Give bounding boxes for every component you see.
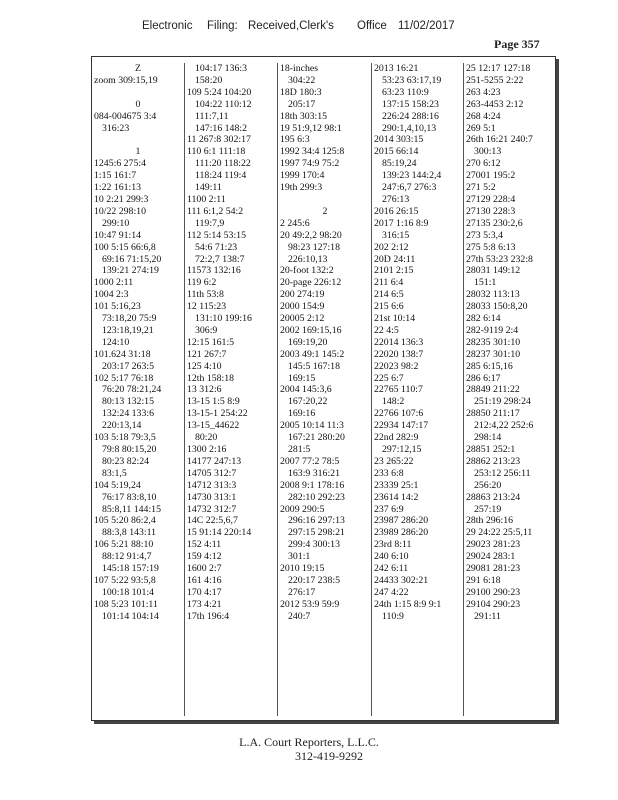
index-line: 104 5:19,24 xyxy=(94,479,141,491)
index-line: 18th 303:15 xyxy=(280,110,328,122)
index-line: 23614 14:2 xyxy=(374,491,419,503)
index-line: 101.624 31:18 xyxy=(94,348,151,360)
index-line: 2 245:6 xyxy=(280,217,310,229)
index-line: 304:22 xyxy=(288,74,316,86)
index-line: 88:3,8 143:11 xyxy=(102,527,157,539)
index-line: 29023 281:23 xyxy=(466,539,521,551)
index-line: 220:13,14 xyxy=(102,420,142,432)
index-line: 22934 147:17 xyxy=(374,420,429,432)
index-line: 72:2,7 138:7 xyxy=(195,253,245,265)
index-line: 247:6,7 276:3 xyxy=(382,182,437,194)
index-line: 270 6:12 xyxy=(466,158,501,170)
index-line: 263-4453 2:12 xyxy=(466,98,524,110)
index-line: 13 312:6 xyxy=(187,384,222,396)
index-column-5 xyxy=(463,63,556,716)
index-line: 145:18 157:19 xyxy=(102,563,159,575)
index-line: 85:19,24 xyxy=(382,158,417,170)
index-line: 247 4:22 xyxy=(374,586,409,598)
index-line: 268 4:24 xyxy=(466,110,501,122)
index-line: 282 6:14 xyxy=(466,313,501,325)
index-column-1 xyxy=(92,63,184,716)
index-line: 23339 25:1 xyxy=(374,479,419,491)
index-line: 80:23 82:24 xyxy=(102,455,150,467)
index-line: 2014 303:15 xyxy=(374,134,424,146)
index-line: 22014 136:3 xyxy=(374,336,424,348)
index-line: 147:16 148:2 xyxy=(195,122,247,134)
index-line: 28237 301:10 xyxy=(466,348,521,360)
index-line: 2013 16:21 xyxy=(374,63,419,74)
index-line: 100:18 101:4 xyxy=(102,586,154,598)
index-line: 273 5:3,4 xyxy=(466,229,504,241)
index-line: 20-page 226:12 xyxy=(280,277,342,289)
index-line: 112 5:14 53:15 xyxy=(187,229,246,241)
index-line: 2004 145:3,6 xyxy=(280,384,332,396)
index-line: zoom 309:15,19 xyxy=(94,74,158,86)
index-line: 121 267:7 xyxy=(187,348,227,360)
index-line: 084-004675 3:4 xyxy=(94,110,157,122)
index-line: 107 5:22 93:5,8 xyxy=(94,574,156,586)
index-line: 28849 211:22 xyxy=(466,384,520,396)
index-column-3 xyxy=(277,63,372,716)
index-line: 2007 77:2 78:5 xyxy=(280,455,340,467)
index-line: 85:8,11 144:15 xyxy=(102,503,161,515)
index-line: 169:15 xyxy=(288,372,316,384)
index-line: 18D 180:3 xyxy=(280,86,322,98)
index-line: 2009 290:5 xyxy=(280,503,325,515)
index-line: 27129 228:4 xyxy=(466,193,516,205)
index-line: 24433 302:21 xyxy=(374,574,429,586)
index-line: 173 4:21 xyxy=(187,598,222,610)
index-line: 2008 9:1 178:16 xyxy=(280,479,345,491)
index-line: 11th 53:8 xyxy=(187,289,224,301)
index-line: 290:1,4,10,13 xyxy=(382,122,437,134)
index-line: 10 2:21 299:3 xyxy=(94,193,149,205)
index-line: 28850 211:17 xyxy=(466,408,520,420)
index-line xyxy=(92,134,184,146)
index-line: 200 274:19 xyxy=(280,289,325,301)
index-line: 22020 138:7 xyxy=(374,348,424,360)
index-line: 299:4 300:13 xyxy=(288,539,340,551)
index-line: 22765 110:7 xyxy=(374,384,423,396)
index-line: 110 6:1 111:18 xyxy=(187,146,246,158)
index-line: 11 267:8 302:17 xyxy=(187,134,251,146)
index-line: 101:14 104:14 xyxy=(102,610,159,622)
index-line: 282:10 292:23 xyxy=(288,491,345,503)
index-line: 14705 312:7 xyxy=(187,467,237,479)
page-number: Page 357 xyxy=(494,37,540,51)
index-line: 29024 283:1 xyxy=(466,551,516,563)
header-date: 11/02/2017 xyxy=(398,20,455,32)
index-line: 20-foot 132:2 xyxy=(280,265,334,277)
index-line: 1100 2:11 xyxy=(187,193,226,205)
index-line: 28033 150:8,20 xyxy=(466,301,528,313)
index-line: 28863 213:24 xyxy=(466,491,521,503)
index-column-4 xyxy=(371,63,464,716)
index-line: 19 51:9,12 98:1 xyxy=(280,122,342,134)
index-line: 149:11 xyxy=(195,182,222,194)
index-line: 19th 299:3 xyxy=(280,182,323,194)
index-line: 151:1 xyxy=(474,277,497,289)
index-line: 28235 301:10 xyxy=(466,336,521,348)
index-line: 2016 26:15 xyxy=(374,205,419,217)
index-line: 1000 2:11 xyxy=(94,277,134,289)
index-line: 276:13 xyxy=(382,193,410,205)
index-line: 27th 53:23 232:8 xyxy=(466,253,533,265)
index-line: 240 6:10 xyxy=(374,551,409,563)
index-line: 145:5 167:18 xyxy=(288,360,340,372)
index-line: 152 4:11 xyxy=(187,539,222,551)
index-line: 23989 286:20 xyxy=(374,527,429,539)
header-electronic: Electronic xyxy=(142,20,193,32)
letter-heading: 1 xyxy=(135,146,141,158)
index-line: 1300 2:16 xyxy=(187,444,227,455)
index-line: 240:7 xyxy=(288,610,311,622)
index-line: 108 5:23 101:11 xyxy=(94,598,158,610)
index-line: 106 5:21 88:10 xyxy=(94,539,154,551)
index-line: 301:1 xyxy=(288,551,311,563)
index-line: 203:17 263:5 xyxy=(102,360,154,372)
index-line: 242 6:11 xyxy=(374,563,409,575)
footer-company: L.A. Court Reporters, L.L.C. xyxy=(239,735,379,749)
index-line: 1:22 161:13 xyxy=(94,182,142,194)
letter-heading: 0 xyxy=(135,98,141,110)
index-line: 14C 22:5,6,7 xyxy=(187,515,238,527)
index-line: 17th 196:4 xyxy=(187,610,230,622)
index-line: 28031 149:12 xyxy=(466,265,521,277)
index-line: 54:6 71:23 xyxy=(195,241,238,253)
index-line: 25 12:17 127:18 xyxy=(466,63,531,74)
index-line: 1999 170:4 xyxy=(280,170,325,182)
index-line: 2012 53:9 59:9 xyxy=(280,598,340,610)
index-line: 29081 281:23 xyxy=(466,563,521,575)
index-line: 316:15 xyxy=(382,229,410,241)
header-filing: Filing: xyxy=(207,20,238,32)
index-line: 20 49:2,2 98:20 xyxy=(280,229,342,241)
index-line: 2015 66:14 xyxy=(374,146,419,158)
index-line: 281:5 xyxy=(288,444,311,455)
index-line: 73:18,20 75:9 xyxy=(102,313,157,325)
index-line: 111:7,11 xyxy=(195,110,229,122)
letter-heading: 2 xyxy=(322,205,328,217)
index-line: 275 5:8 6:13 xyxy=(466,241,516,253)
index-line: 298:14 xyxy=(474,432,502,444)
index-line: 10/22 298:10 xyxy=(94,205,146,217)
index-line: 79:8 80:15,20 xyxy=(102,444,157,455)
index-line: 1245:6 275:4 xyxy=(94,158,146,170)
index-line: 291 6:18 xyxy=(466,574,501,586)
index-line: 119:7,9 xyxy=(195,217,225,229)
index-line: 104:22 110:12 xyxy=(195,98,252,110)
index-line: 300:13 xyxy=(474,146,502,158)
index-line: 11573 132:16 xyxy=(187,265,241,277)
index-line: 103 5:18 79:3,5 xyxy=(94,432,156,444)
index-line: 109 5:24 104:20 xyxy=(187,86,252,98)
index-line: 316:23 xyxy=(102,122,130,134)
index-line: 23987 286:20 xyxy=(374,515,429,527)
index-line: 263 4:23 xyxy=(466,86,501,98)
index-column-2 xyxy=(184,63,278,716)
index-line: 23rd 8:11 xyxy=(374,539,412,551)
index-line: 20D 24:11 xyxy=(374,253,416,265)
index-line: 286 6:17 xyxy=(466,372,501,384)
index-line: 20005 2:12 xyxy=(280,313,325,325)
index-line: 22023 98:2 xyxy=(374,360,419,372)
index-line: 111 6:1,2 54:2 xyxy=(187,205,244,217)
index-line: 299:10 xyxy=(102,217,130,229)
index-line: 1992 34:4 125:8 xyxy=(280,146,345,158)
index-line: 170 4:17 xyxy=(187,586,222,598)
index-line: 23 265:22 xyxy=(374,455,414,467)
index-line: 1:15 161:7 xyxy=(94,170,137,182)
index-line: 13-15_44622 xyxy=(187,420,240,432)
index-line: 195 6:3 xyxy=(280,134,310,146)
index-line: 110:9 xyxy=(382,610,404,622)
index-line: 125 4:10 xyxy=(187,360,222,372)
index-line: 1600 2:7 xyxy=(187,563,222,575)
footer-phone: 312-419-9292 xyxy=(295,749,363,763)
index-line: 98:23 127:18 xyxy=(288,241,340,253)
index-line: 28862 213:23 xyxy=(466,455,521,467)
index-line: 29104 290:23 xyxy=(466,598,521,610)
index-line: 291:11 xyxy=(474,610,501,622)
index-line: 167:20,22 xyxy=(288,396,328,408)
index-line: 12th 158:18 xyxy=(187,372,235,384)
index-line: 63:23 110:9 xyxy=(382,86,429,98)
index-line: 271 5:2 xyxy=(466,182,496,194)
index-line: 202 2:12 xyxy=(374,241,409,253)
index-line: 132:24 133:6 xyxy=(102,408,154,420)
index-line: 15 91:14 220:14 xyxy=(187,527,252,539)
index-line: 2101 2:15 xyxy=(374,265,414,277)
index-line: 256:20 xyxy=(474,479,502,491)
index-line: 148:2 xyxy=(382,396,405,408)
index-line: 1997 74:9 75:2 xyxy=(280,158,340,170)
index-line: 69:16 71:15,20 xyxy=(102,253,162,265)
index-line: 13-15-1 254:22 xyxy=(187,408,248,420)
index-line xyxy=(92,87,184,99)
index-line: 27135 230:2,6 xyxy=(466,217,523,229)
index-line: 102 5:17 76:18 xyxy=(94,372,154,384)
index-line: 159 4:12 xyxy=(187,551,222,563)
index-line: 119 6:2 xyxy=(187,277,217,289)
index-line: 2003 49:1 145:2 xyxy=(280,348,345,360)
index-line: 14177 247:13 xyxy=(187,455,242,467)
index-line: 105 5:20 86:2,4 xyxy=(94,515,156,527)
index-line: 137:15 158:23 xyxy=(382,98,439,110)
index-line: 14712 313:3 xyxy=(187,479,237,491)
index-line: 76:17 83:8,10 xyxy=(102,491,157,503)
index-line: 27130 228:3 xyxy=(466,205,516,217)
index-line: 233 6:8 xyxy=(374,467,404,479)
index-line: 225 6:7 xyxy=(374,372,404,384)
index-line: 131:10 199:16 xyxy=(195,313,252,325)
index-line: 237 6:9 xyxy=(374,503,404,515)
index-line: 139:23 144:2,4 xyxy=(382,170,442,182)
index-line: 83:1,5 xyxy=(102,467,127,479)
index-line: 306:9 xyxy=(195,324,218,336)
index-line: 104:17 136:3 xyxy=(195,63,247,74)
index-line: 22 4:5 xyxy=(374,324,399,336)
index-line: 282-9119 2:4 xyxy=(466,324,519,336)
index-line: 212:4,22 252:6 xyxy=(474,420,534,432)
index-line: 2005 10:14 11:3 xyxy=(280,420,344,432)
index-line: 111:20 118:22 xyxy=(195,158,251,170)
index-line: 24th 1:15 8:9 9:1 xyxy=(374,598,442,610)
index-line: 251-5255 2:22 xyxy=(466,74,524,86)
index-line: 211 6:4 xyxy=(374,277,404,289)
header-office: Office xyxy=(357,20,387,32)
index-line: 2010 19:15 xyxy=(280,563,325,575)
index-line: 297:15 298:21 xyxy=(288,527,345,539)
index-line: 28851 252:1 xyxy=(466,444,516,455)
index-line: 100 5:15 66:6,8 xyxy=(94,241,156,253)
index-line: 29100 290:23 xyxy=(466,586,521,598)
index-line: 226:24 288:16 xyxy=(382,110,439,122)
index-line: 220:17 238:5 xyxy=(288,574,340,586)
index-line: 169:19,20 xyxy=(288,336,328,348)
index-line: 124:10 xyxy=(102,336,130,348)
index-line: 14730 313:1 xyxy=(187,491,237,503)
index-line: 18-inches xyxy=(280,63,319,74)
index-line: 169:16 xyxy=(288,408,316,420)
index-line: 88:12 91:4,7 xyxy=(102,551,152,563)
index-line: 22nd 282:9 xyxy=(374,432,419,444)
index-line: 26th 16:21 240:7 xyxy=(466,134,533,146)
index-line: 123:18,19,21 xyxy=(102,324,154,336)
index-line: 1004 2:3 xyxy=(94,289,129,301)
index-line: 226:10,13 xyxy=(288,253,328,265)
index-line: 205:17 xyxy=(288,98,316,110)
index-line: 214 6:5 xyxy=(374,289,404,301)
index-line: 285 6:15,16 xyxy=(466,360,513,372)
index-line: 297:12,15 xyxy=(382,444,422,455)
header-received: Received,Clerk's xyxy=(248,20,334,32)
index-line: 21st 10:14 xyxy=(374,313,416,325)
index-line: 139:21 274:19 xyxy=(102,265,159,277)
index-line: 27001 195:2 xyxy=(466,170,516,182)
index-line: 296:16 297:13 xyxy=(288,515,345,527)
index-line: 80:20 xyxy=(195,432,218,444)
index-line: 2002 169:15,16 xyxy=(280,324,342,336)
index-line: 2000 154:9 xyxy=(280,301,325,313)
index-line: 28th 296:16 xyxy=(466,515,514,527)
index-line: 10:47 91:14 xyxy=(94,229,142,241)
index-line: 167:21 280:20 xyxy=(288,432,345,444)
index-line: 14732 312:7 xyxy=(187,503,237,515)
index-line: 163:9 316:21 xyxy=(288,467,340,479)
index-line: 161 4:16 xyxy=(187,574,222,586)
index-line: 118:24 119:4 xyxy=(195,170,247,182)
index-line: 28032 113:13 xyxy=(466,289,520,301)
index-line: 158:20 xyxy=(195,74,223,86)
index-line: 253:12 256:11 xyxy=(474,467,531,479)
index-line: 22766 107:6 xyxy=(374,408,424,420)
index-line: 12 115:23 xyxy=(187,301,227,313)
index-line: 13-15 1:5 8:9 xyxy=(187,396,240,408)
index-line: 257:19 xyxy=(474,503,502,515)
index-line: 215 6:6 xyxy=(374,301,404,313)
index-line: 101 5:16,23 xyxy=(94,301,141,313)
index-line: 76:20 78:21,24 xyxy=(102,384,162,396)
index-line: 269 5:1 xyxy=(466,122,496,134)
index-line xyxy=(278,194,372,206)
index-line: 12:15 161:5 xyxy=(187,336,235,348)
index-box xyxy=(91,56,556,721)
index-line: 53:23 63:17,19 xyxy=(382,74,442,86)
index-line: 29 24:22 25:5,11 xyxy=(466,527,533,539)
index-line: 251:19 298:24 xyxy=(474,396,531,408)
index-line: 276:17 xyxy=(288,586,316,598)
index-line: 2017 1:16 8:9 xyxy=(374,217,429,229)
letter-heading: Z xyxy=(135,63,141,74)
index-line: 80:13 132:15 xyxy=(102,396,154,408)
